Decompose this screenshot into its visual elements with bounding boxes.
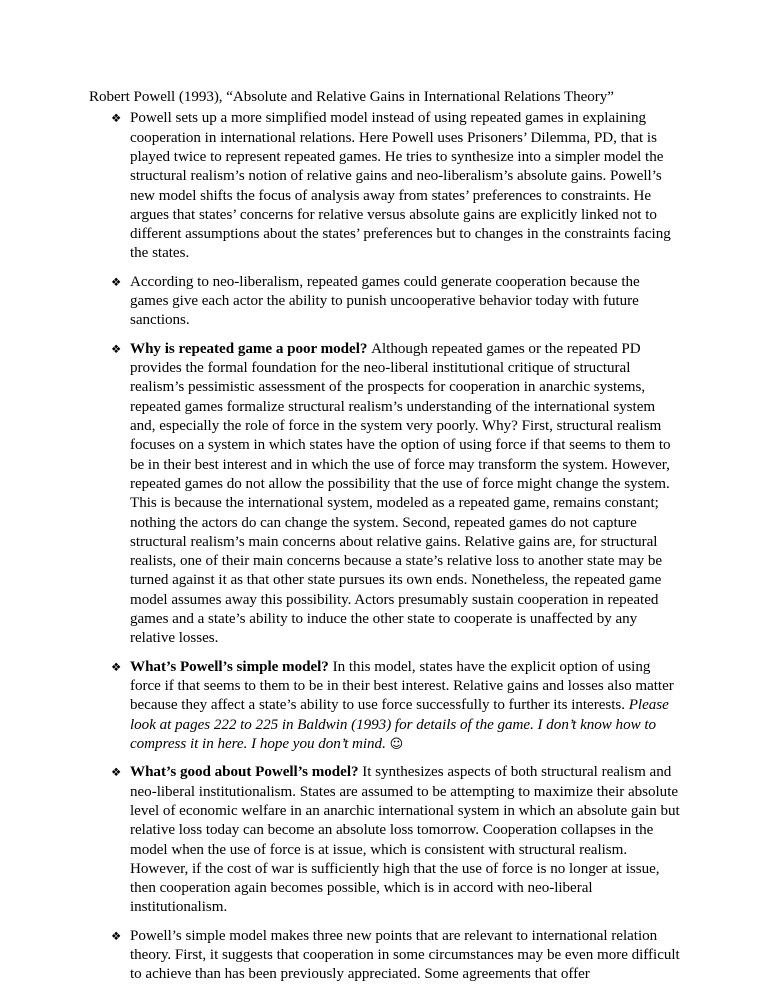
diamond-bullet-icon: ❖ bbox=[111, 341, 122, 356]
bullet-body-text: Powell’s simple model makes three new points that are relevant to international relation theory. First, it suggests that cooperation in some circumstances may be even more difficult to achieve than has been previously appreciated. Some agreements that offer bbox=[130, 927, 680, 983]
bullet-lead-heading: Why is repeated game a poor model? bbox=[130, 340, 372, 357]
bullet-italic-note: Please look at pages 222 to 225 in Baldwin (1993) for details of the game. I don’t know how to compress it in here. I hope you don’t mind. bbox=[130, 697, 669, 752]
bullet-item bbox=[89, 658, 680, 755]
bullet-list bbox=[89, 109, 680, 984]
bullet-body-text: According to neo-liberalism, repeated games could generate cooperation because the games give each actor the ability to punish uncooperative behavior today with future sanctions. bbox=[130, 273, 640, 329]
bullet-item bbox=[89, 763, 680, 918]
diamond-bullet-icon: ❖ bbox=[111, 928, 122, 943]
diamond-bullet-icon: ❖ bbox=[111, 274, 122, 289]
bullet-body-text: In this model, states have the explicit option of using force if that seems to them to be in their best interest. Relative gains and losses also matter because they affect a state’s ability to use force successfully to further its interests. bbox=[130, 658, 674, 714]
bullet-item bbox=[89, 109, 680, 264]
bullet-lead-heading: What’s Powell’s simple model? bbox=[130, 658, 333, 675]
bullet-body-text: Although repeated games or the repeated PD provides the formal foundation for the neo-liberal institutional critique of structural realism’s pessimistic assessment of the prospects for cooperation in anarchic systems, repeated games formalize structural realism’s understanding of the international system and, especially the role of force in the system very poorly. Why? First, structural realism focuses on a system in which states have the option of using force if that seems to them to be in their best interest and in which the use of force may transform the system. However, repeated games do not allow the possibility that the use of force might change the system. This is because the international system, modeled as a repeated game, remains constant; nothing the actors do can change the system. Second, repeated games do not capture structural realism’s main concerns about relative gains. Relative gains are, for structural realists, one of their main concerns because a state’s relative loss to another state may be turned against it as that other state pursues its own ends. Nonetheless, the repeated game model assumes away this possibility. Actors presumably sustain cooperation in repeated games and a state’s ability to induce the other state to cooperate is unaffected by any relative losses. bbox=[130, 340, 671, 647]
bullet-body-text: It synthesizes aspects of both structural realism and neo-liberal institutionalism. States are assumed to be attempting to maximize their absolute level of economic welfare in an anarchic international system in which an absolute gain but relative loss today can become an absolute loss tomorrow. Cooperation collapses in the model when the use of force is at issue, which is consistent with structural realism. However, if the cost of war is sufficiently high that the use of force is no longer at issue, then cooperation again becomes possible, which is in accord with neo-liberal institutionalism. bbox=[130, 764, 680, 916]
diamond-bullet-icon: ❖ bbox=[111, 111, 122, 126]
bullet-item bbox=[89, 927, 680, 985]
bullet-item bbox=[89, 340, 680, 649]
diamond-bullet-icon: ❖ bbox=[111, 659, 122, 674]
bullet-body-text: Powell sets up a more simplified model instead of using repeated games in explaining cooperation in international relations. Here Powell uses Prisoners’ Dilemma, PD, that is played twice to represent repeated games. He tries to synthesize into a simpler model the structural realism’s notion of relative gains and neo-liberalism’s absolute gains. Powell’s new model shifts the focus of analysis away from states’ preferences to constraints. He argues that states’ concerns for relative versus absolute gains are explicitly linked not to different assumptions about the states’ preferences but to changes in the constraints facing the states. bbox=[130, 110, 671, 262]
bullet-item bbox=[89, 273, 680, 331]
smiley-face-icon: ☺ bbox=[389, 736, 404, 752]
page-title: Robert Powell (1993), “Absolute and Relative Gains in International Relations Theory” bbox=[89, 89, 614, 105]
diamond-bullet-icon: ❖ bbox=[111, 765, 122, 780]
bullet-lead-heading: What’s good about Powell’s model? bbox=[130, 764, 363, 781]
